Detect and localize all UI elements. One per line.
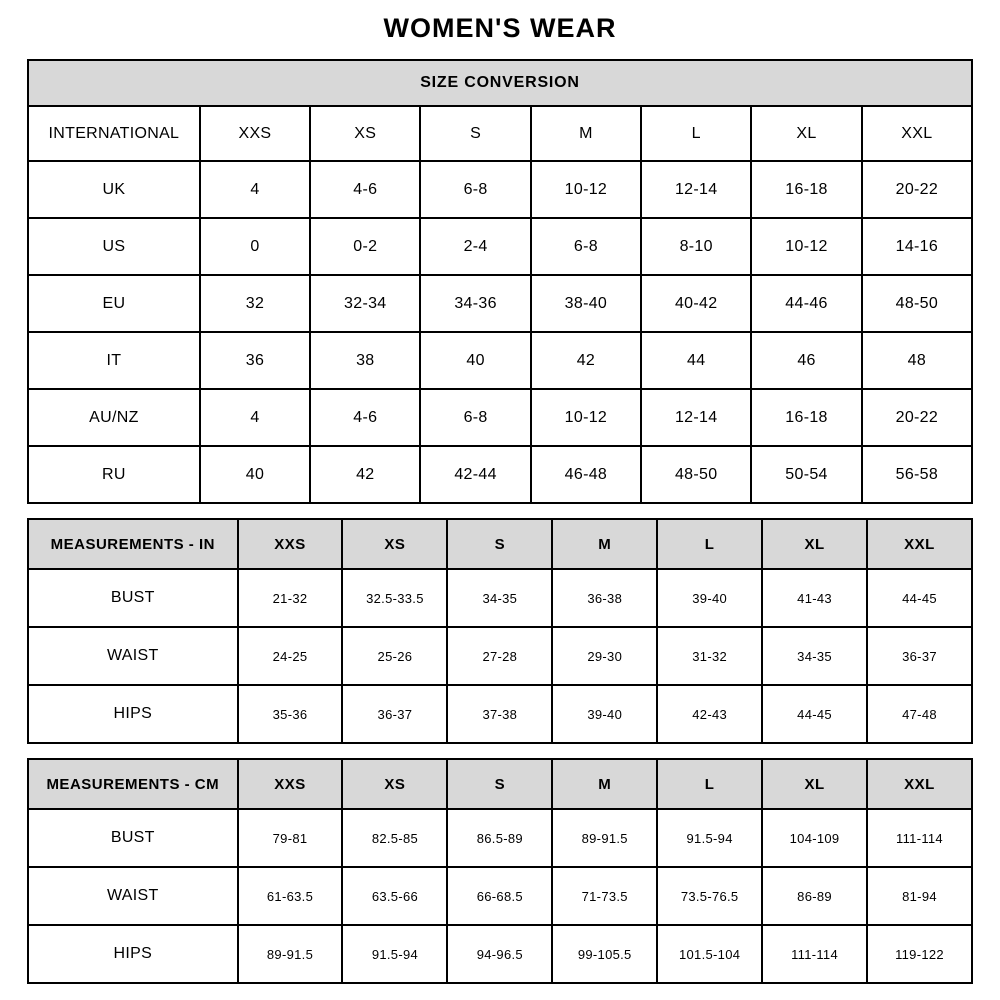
measurements-cm-header-row [28,759,972,809]
table-cell: 86.5-89 [447,809,552,867]
measurements-cm-table [27,758,973,984]
table-cell: 0 [200,218,310,275]
table-cell: 10-12 [531,389,641,446]
table-row-bust-cm [28,809,972,867]
table-cell: 44 [641,332,751,389]
table-cell: 61-63.5 [238,867,343,925]
table-cell: 20-22 [862,161,972,218]
table-cell: 4 [200,161,310,218]
table-cell: 44-45 [762,685,867,743]
table-cell: 34-36 [420,275,530,332]
table-cell: 16-18 [751,161,861,218]
table-cell: 4 [200,389,310,446]
table-cell: 14-16 [862,218,972,275]
table-cell: 32 [200,275,310,332]
table-cell: 37-38 [447,685,552,743]
table-cell: 40 [420,332,530,389]
column-header-xxs: XXS [238,519,343,569]
column-header-xs: XS [310,106,420,161]
row-label-bust: BUST [28,809,238,867]
row-label-aunz: AU/NZ [28,389,200,446]
row-label-eu: EU [28,275,200,332]
table-cell: 48-50 [862,275,972,332]
column-header-xl: XL [751,106,861,161]
table-cell: 101.5-104 [657,925,762,983]
table-cell: 10-12 [531,161,641,218]
column-header-s: S [447,519,552,569]
table-cell: 89-91.5 [238,925,343,983]
table-cell: 0-2 [310,218,420,275]
table-cell: 42 [310,446,420,503]
table-cell: 42-44 [420,446,530,503]
table-cell: 42 [531,332,641,389]
row-label-waist: WAIST [28,867,238,925]
table-cell: 46-48 [531,446,641,503]
table-cell: 10-12 [751,218,861,275]
table-cell: 6-8 [531,218,641,275]
table-cell: 50-54 [751,446,861,503]
table-cell: 111-114 [762,925,867,983]
table-cell: 86-89 [762,867,867,925]
table-cell: 91.5-94 [342,925,447,983]
table-cell: 99-105.5 [552,925,657,983]
column-header-international: INTERNATIONAL [28,106,200,161]
column-header-s: S [420,106,530,161]
row-label-hips: HIPS [28,925,238,983]
table-cell: 71-73.5 [552,867,657,925]
table-cell: 32.5-33.5 [342,569,447,627]
table-row-ru [28,446,972,503]
column-header-m: M [552,759,657,809]
table-cell: 34-35 [762,627,867,685]
table-cell: 31-32 [657,627,762,685]
table-row-hips-in [28,685,972,743]
table-cell: 91.5-94 [657,809,762,867]
table-cell: 119-122 [867,925,972,983]
table-cell: 48-50 [641,446,751,503]
table-row-it [28,332,972,389]
table-row-uk [28,161,972,218]
measurements-cm-header: MEASUREMENTS - CM [28,759,238,809]
row-label-waist: WAIST [28,627,238,685]
table-cell: 32-34 [310,275,420,332]
column-header-xl: XL [762,519,867,569]
table-cell: 4-6 [310,161,420,218]
table-cell: 20-22 [862,389,972,446]
table-row-us [28,218,972,275]
measurements-in-header: MEASUREMENTS - IN [28,519,238,569]
table-cell: 24-25 [238,627,343,685]
column-header-xxl: XXL [862,106,972,161]
row-label-uk: UK [28,161,200,218]
table-cell: 4-6 [310,389,420,446]
table-row-aunz [28,389,972,446]
column-header-xxl: XXL [867,759,972,809]
row-label-bust: BUST [28,569,238,627]
table-cell: 38-40 [531,275,641,332]
table-cell: 38 [310,332,420,389]
table-cell: 82.5-85 [342,809,447,867]
table-cell: 104-109 [762,809,867,867]
table-row-waist-in [28,627,972,685]
column-header-xxs: XXS [238,759,343,809]
table-cell: 27-28 [447,627,552,685]
table-cell: 6-8 [420,389,530,446]
table-cell: 44-45 [867,569,972,627]
measurements-in-table [27,518,973,744]
column-header-s: S [447,759,552,809]
table-row-hips-cm [28,925,972,983]
table-cell: 12-14 [641,161,751,218]
table-cell: 29-30 [552,627,657,685]
table-cell: 36 [200,332,310,389]
table-cell: 36-37 [342,685,447,743]
column-header-l: L [657,759,762,809]
table-cell: 35-36 [238,685,343,743]
table-cell: 81-94 [867,867,972,925]
table-cell: 8-10 [641,218,751,275]
column-header-xxs: XXS [200,106,310,161]
table-cell: 89-91.5 [552,809,657,867]
row-label-it: IT [28,332,200,389]
table-cell: 2-4 [420,218,530,275]
row-label-us: US [28,218,200,275]
column-header-xl: XL [762,759,867,809]
column-header-xs: XS [342,519,447,569]
column-header-m: M [531,106,641,161]
table-cell: 56-58 [862,446,972,503]
size-conversion-title-row [28,60,972,106]
column-header-xxl: XXL [867,519,972,569]
row-label-ru: RU [28,446,200,503]
table-cell: 25-26 [342,627,447,685]
column-header-l: L [641,106,751,161]
table-cell: 46 [751,332,861,389]
table-row-waist-cm [28,867,972,925]
table-cell: 44-46 [751,275,861,332]
table-cell: 79-81 [238,809,343,867]
size-conversion-table [27,59,973,504]
table-cell: 94-96.5 [447,925,552,983]
row-label-hips: HIPS [28,685,238,743]
table-row-eu [28,275,972,332]
table-cell: 47-48 [867,685,972,743]
table-cell: 6-8 [420,161,530,218]
table-cell: 48 [862,332,972,389]
table-cell: 39-40 [657,569,762,627]
measurements-in-header-row [28,519,972,569]
page-title: WOMEN'S WEAR [383,13,617,43]
table-cell: 40-42 [641,275,751,332]
table-cell: 73.5-76.5 [657,867,762,925]
table-cell: 12-14 [641,389,751,446]
column-header-xs: XS [342,759,447,809]
table-cell: 66-68.5 [447,867,552,925]
table-cell: 42-43 [657,685,762,743]
column-header-m: M [552,519,657,569]
table-cell: 63.5-66 [342,867,447,925]
table-cell: 41-43 [762,569,867,627]
size-conversion-header: SIZE CONVERSION [28,60,972,106]
column-header-l: L [657,519,762,569]
table-cell: 16-18 [751,389,861,446]
table-cell: 34-35 [447,569,552,627]
table-cell: 40 [200,446,310,503]
table-cell: 111-114 [867,809,972,867]
size-conversion-columns-row [28,106,972,161]
table-cell: 36-37 [867,627,972,685]
table-cell: 39-40 [552,685,657,743]
table-cell: 21-32 [238,569,343,627]
table-row-bust-in [28,569,972,627]
table-cell: 36-38 [552,569,657,627]
